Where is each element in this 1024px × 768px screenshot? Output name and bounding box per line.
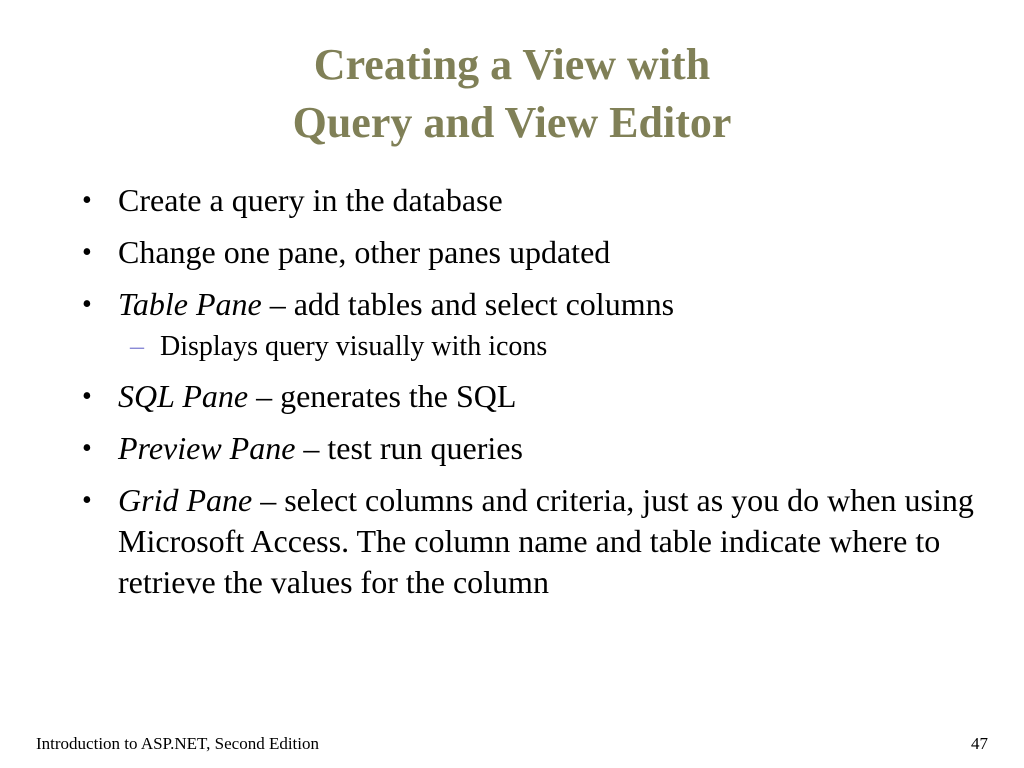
bullet-icon: •	[82, 237, 92, 268]
bullet-item	[80, 480, 980, 603]
bullet-description: – add tables and select columns	[261, 286, 675, 322]
bullet-text	[118, 378, 516, 414]
bullet-item	[80, 284, 980, 325]
bullet-icon: •	[82, 185, 92, 216]
bullet-description: – select columns and criteria, just as you do when using Microsoft Access. The column name and table indicate where to retrieve the values for the column	[118, 482, 974, 600]
dash-icon: –	[130, 331, 144, 362]
bullet-plain-text: Create a query in the database	[118, 182, 503, 218]
bullet-term: SQL Pane	[118, 378, 249, 414]
bullet-text	[118, 482, 974, 600]
bullet-icon: •	[82, 485, 92, 516]
bullet-item	[80, 428, 980, 469]
bullet-text	[118, 286, 674, 322]
bullet-icon: •	[82, 433, 92, 464]
bullet-item	[80, 180, 980, 221]
bullet-text	[118, 234, 610, 270]
bullet-item	[80, 232, 980, 273]
bullet-icon: •	[82, 381, 92, 412]
bullet-text	[118, 182, 503, 218]
bullet-term: Table Pane	[118, 286, 262, 322]
page-number: 47	[971, 734, 988, 753]
sub-bullet-item	[80, 330, 980, 364]
bullet-term: Preview Pane	[118, 430, 296, 466]
sub-bullet-text: Displays query visually with icons	[160, 331, 548, 362]
footer-book-title: Introduction to ASP.NET, Second Edition	[36, 734, 320, 753]
bullet-text	[118, 430, 523, 466]
bullet-description: – generates the SQL	[248, 378, 517, 414]
bullet-icon: •	[82, 289, 92, 320]
bullet-item	[80, 376, 980, 417]
slide-title	[0, 36, 1024, 152]
bullet-term: Grid Pane	[118, 482, 253, 518]
bullet-description: – test run queries	[295, 430, 523, 466]
slide-title-line-1: Creating a View with	[313, 40, 711, 89]
bullet-list	[80, 180, 980, 614]
bullet-plain-text: Change one pane, other panes updated	[118, 234, 611, 270]
slide-title-line-2: Query and View Editor	[292, 98, 732, 147]
